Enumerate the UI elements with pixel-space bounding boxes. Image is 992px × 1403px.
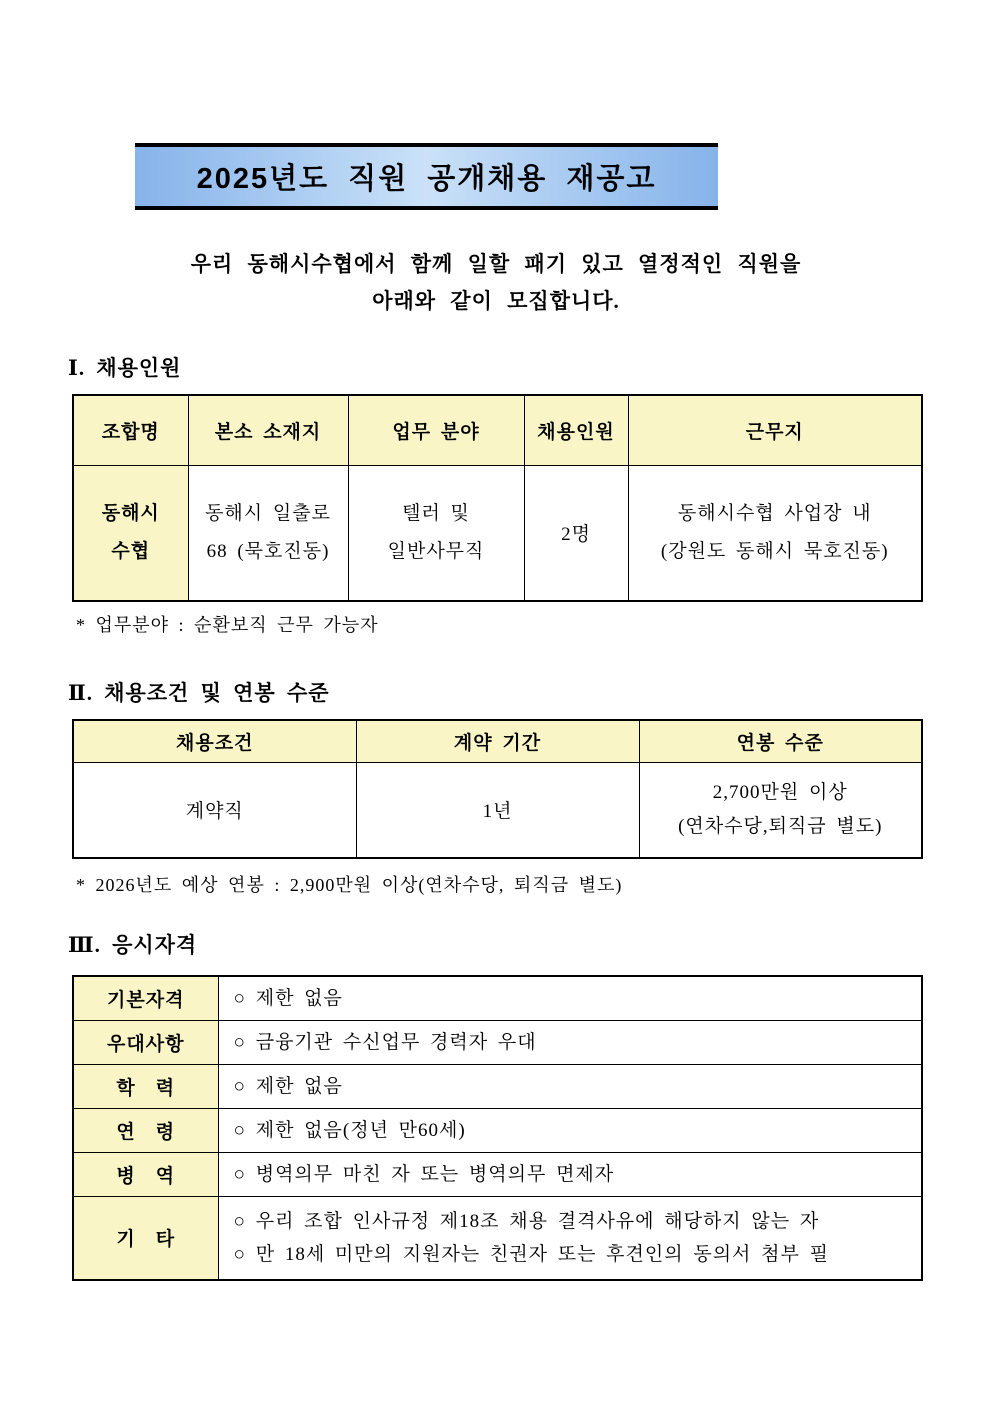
col-header-contract-period: 계약 기간	[356, 720, 639, 762]
head-office-cell	[188, 465, 348, 601]
other-item-1: ○ 우리 조합 인사규정 제18조 채용 결격사유에 해당하지 않는 자	[233, 1210, 820, 1232]
title-banner	[135, 143, 718, 210]
section-1-heading: Ⅰ. 채용인원	[68, 356, 182, 380]
qualification-value-preference: ○ 금융기관 수신업무 경력자 우대	[218, 1020, 922, 1064]
intro-line-2: 아래와 같이 모집합니다.	[372, 289, 620, 313]
qualification-value-other	[218, 1196, 922, 1280]
salary-line-2: (연차수당,퇴직금 별도)	[678, 815, 883, 837]
condition-cell: 계약직	[73, 762, 356, 858]
union-name-line-2: 수협	[111, 540, 151, 562]
intro-paragraph	[0, 246, 992, 320]
duty-line-1: 텔러 및	[402, 502, 470, 524]
qualification-label-preference: 우대사항	[73, 1020, 218, 1064]
intro-line-1: 우리 동해시수협에서 함께 일할 패기 있고 열정적인 직원을	[190, 252, 802, 276]
salary-line-1: 2,700만원 이상	[712, 781, 848, 803]
salary-cell	[639, 762, 922, 858]
col-header-union-name: 조합명	[73, 395, 188, 465]
section-2-heading: Ⅱ. 채용조건 및 연봉 수준	[68, 681, 330, 705]
qualification-value-age: ○ 제한 없음(정년 만60세)	[218, 1108, 922, 1152]
qualification-label-education: 학 력	[73, 1064, 218, 1108]
worksite-line-1: 동해시수협 사업장 내	[677, 502, 872, 524]
recruitment-table-data-row	[73, 465, 922, 601]
col-header-worksite: 근무지	[628, 395, 922, 465]
recruitment-table	[72, 394, 923, 602]
conditions-table	[72, 719, 923, 859]
worksite-line-2: (강원도 동해시 묵호진동)	[660, 540, 889, 562]
qualification-label-basic: 기본자격	[73, 976, 218, 1020]
col-header-head-office: 본소 소재지	[188, 395, 348, 465]
head-office-line-1: 동해시 일출로	[205, 502, 331, 524]
contract-period-cell: 1년	[356, 762, 639, 858]
qualification-value-military: ○ 병역의무 마친 자 또는 병역의무 면제자	[218, 1152, 922, 1196]
document-title: 2025년도 직원 공개채용 재공고	[196, 163, 657, 195]
conditions-table-header-row	[73, 720, 922, 762]
section-3-heading: Ⅲ. 응시자격	[68, 933, 198, 957]
qualification-row-preference	[73, 1020, 922, 1064]
qualification-label-age: 연 령	[73, 1108, 218, 1152]
union-name-line-1: 동해시	[101, 502, 160, 524]
qualification-label-other: 기 타	[73, 1196, 218, 1280]
qualification-label-military: 병 역	[73, 1152, 218, 1196]
qualifications-table	[72, 975, 923, 1281]
col-header-duty: 업무 분야	[348, 395, 524, 465]
col-header-headcount: 채용인원	[524, 395, 628, 465]
col-header-salary: 연봉 수준	[639, 720, 922, 762]
union-name-cell	[73, 465, 188, 601]
duty-line-2: 일반사무직	[387, 540, 485, 562]
worksite-cell	[628, 465, 922, 601]
qualification-row-other	[73, 1196, 922, 1280]
qualification-row-basic	[73, 976, 922, 1020]
qualification-value-basic: ○ 제한 없음	[218, 976, 922, 1020]
section-2-footnote: * 2026년도 예상 연봉 : 2,900만원 이상(연차수당, 퇴직금 별도)	[76, 875, 623, 895]
qualification-row-military	[73, 1152, 922, 1196]
other-item-2: ○ 만 18세 미만의 지원자는 친권자 또는 후견인의 동의서 첨부 필	[233, 1243, 829, 1265]
qualification-row-education	[73, 1064, 922, 1108]
recruitment-table-header-row	[73, 395, 922, 465]
duty-cell	[348, 465, 524, 601]
conditions-table-data-row	[73, 762, 922, 858]
section-1-footnote: * 업무분야 : 순환보직 근무 가능자	[76, 615, 379, 635]
qualification-row-age	[73, 1108, 922, 1152]
head-office-line-2: 68 (묵호진동)	[206, 540, 330, 562]
qualification-value-education: ○ 제한 없음	[218, 1064, 922, 1108]
col-header-condition: 채용조건	[73, 720, 356, 762]
headcount-cell: 2명	[524, 465, 628, 601]
